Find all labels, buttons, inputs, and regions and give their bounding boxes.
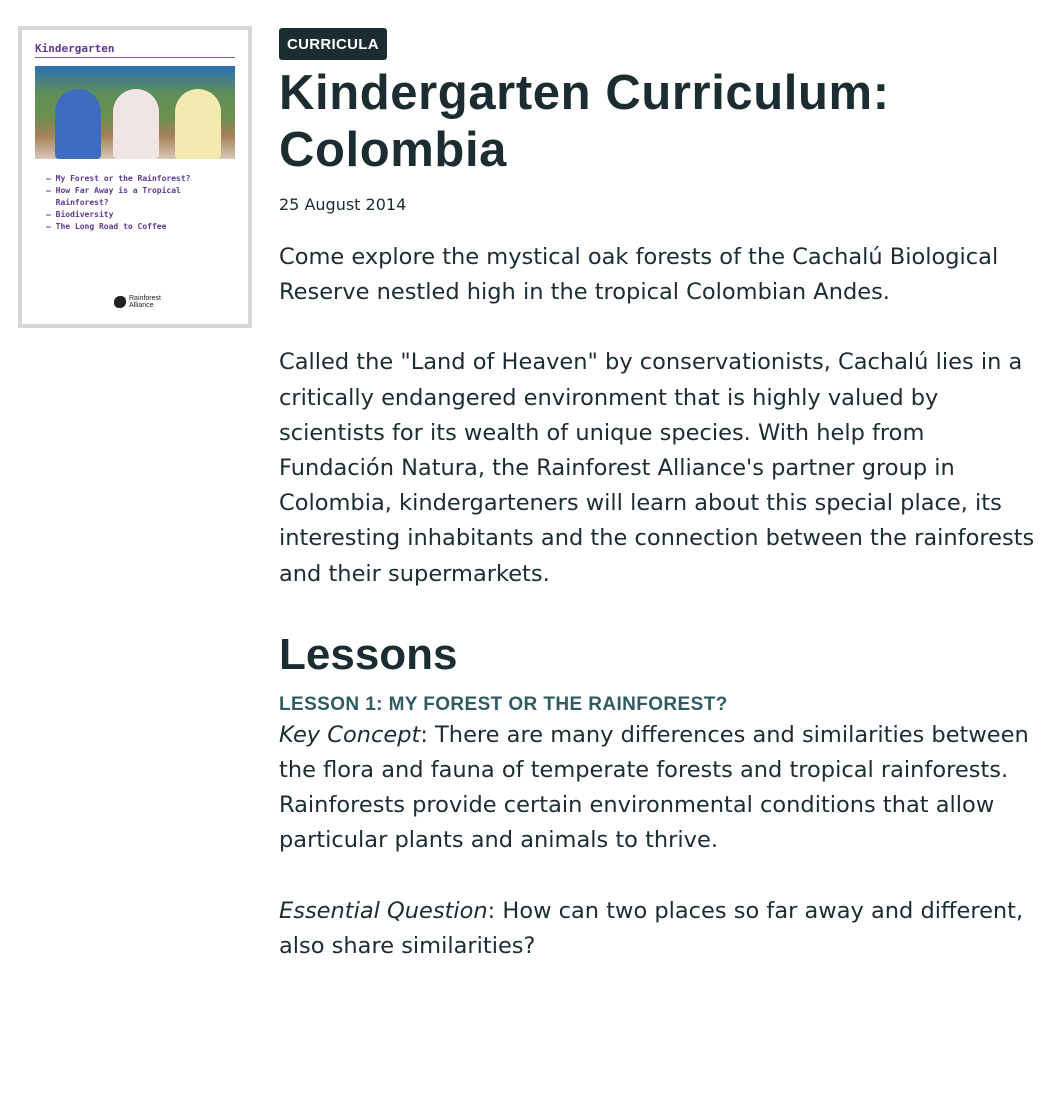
cover-photo <box>35 66 235 159</box>
cover-lesson-item: – How Far Away is a Tropical Rainforest? <box>46 186 181 207</box>
category-badge[interactable]: CURRICULA <box>279 28 387 60</box>
body-paragraph: Called the "Land of Heaven" by conservationists, Cachalú lies in a critically endangered environment that is highly valued by scientists for its wealth of unique species. With help from Fundación Natura, the Rainforest Alliance's partner group in Colombia, kindergarteners will learn about this special place, its interesting inhabitants and the connection between the rainforests and their supermarkets. <box>279 349 1035 587</box>
cover-lesson-list <box>46 173 191 233</box>
essential-question-text: : How can two places so far away and different, also share similarities? <box>279 897 1024 959</box>
cover-lesson-item: – Biodiversity <box>46 210 114 219</box>
key-concept-label: Key Concept <box>279 721 421 748</box>
curriculum-cover-thumbnail[interactable] <box>18 26 252 328</box>
child-figure <box>113 89 159 159</box>
lessons-heading: Lessons <box>279 629 458 679</box>
frog-icon <box>114 296 126 308</box>
rainforest-alliance-logo: Rainforest Alliance <box>114 295 163 309</box>
publish-date: 25 August 2014 <box>279 195 407 214</box>
key-concept-text: : There are many differences and similarities between the flora and fauna of temperate forests and tropical rainforests. Rainforests provide certain environmental conditions that allow particular plants and animals to thrive. <box>279 721 1029 854</box>
cover-title: Kindergarten <box>35 42 115 55</box>
article <box>279 28 1039 964</box>
cover-lesson-item: – The Long Road to Coffee <box>46 222 167 231</box>
cover-lesson-item: – My Forest or the Rainforest? <box>46 174 191 183</box>
cover-rule <box>35 57 235 58</box>
essential-question <box>279 894 1039 964</box>
page-title: Kindergarten Curriculum: Colombia <box>279 66 890 177</box>
child-figure <box>175 89 221 159</box>
intro-paragraph: Come explore the mystical oak forests of the Cachalú Biological Reserve nestled high in the tropical Colombian Andes. <box>279 244 999 306</box>
lesson-title: LESSON 1: MY FOREST OR THE RAINFOREST? <box>279 693 728 715</box>
key-concept <box>279 718 1039 859</box>
child-figure <box>55 89 101 159</box>
essential-question-label: Essential Question <box>279 897 488 924</box>
